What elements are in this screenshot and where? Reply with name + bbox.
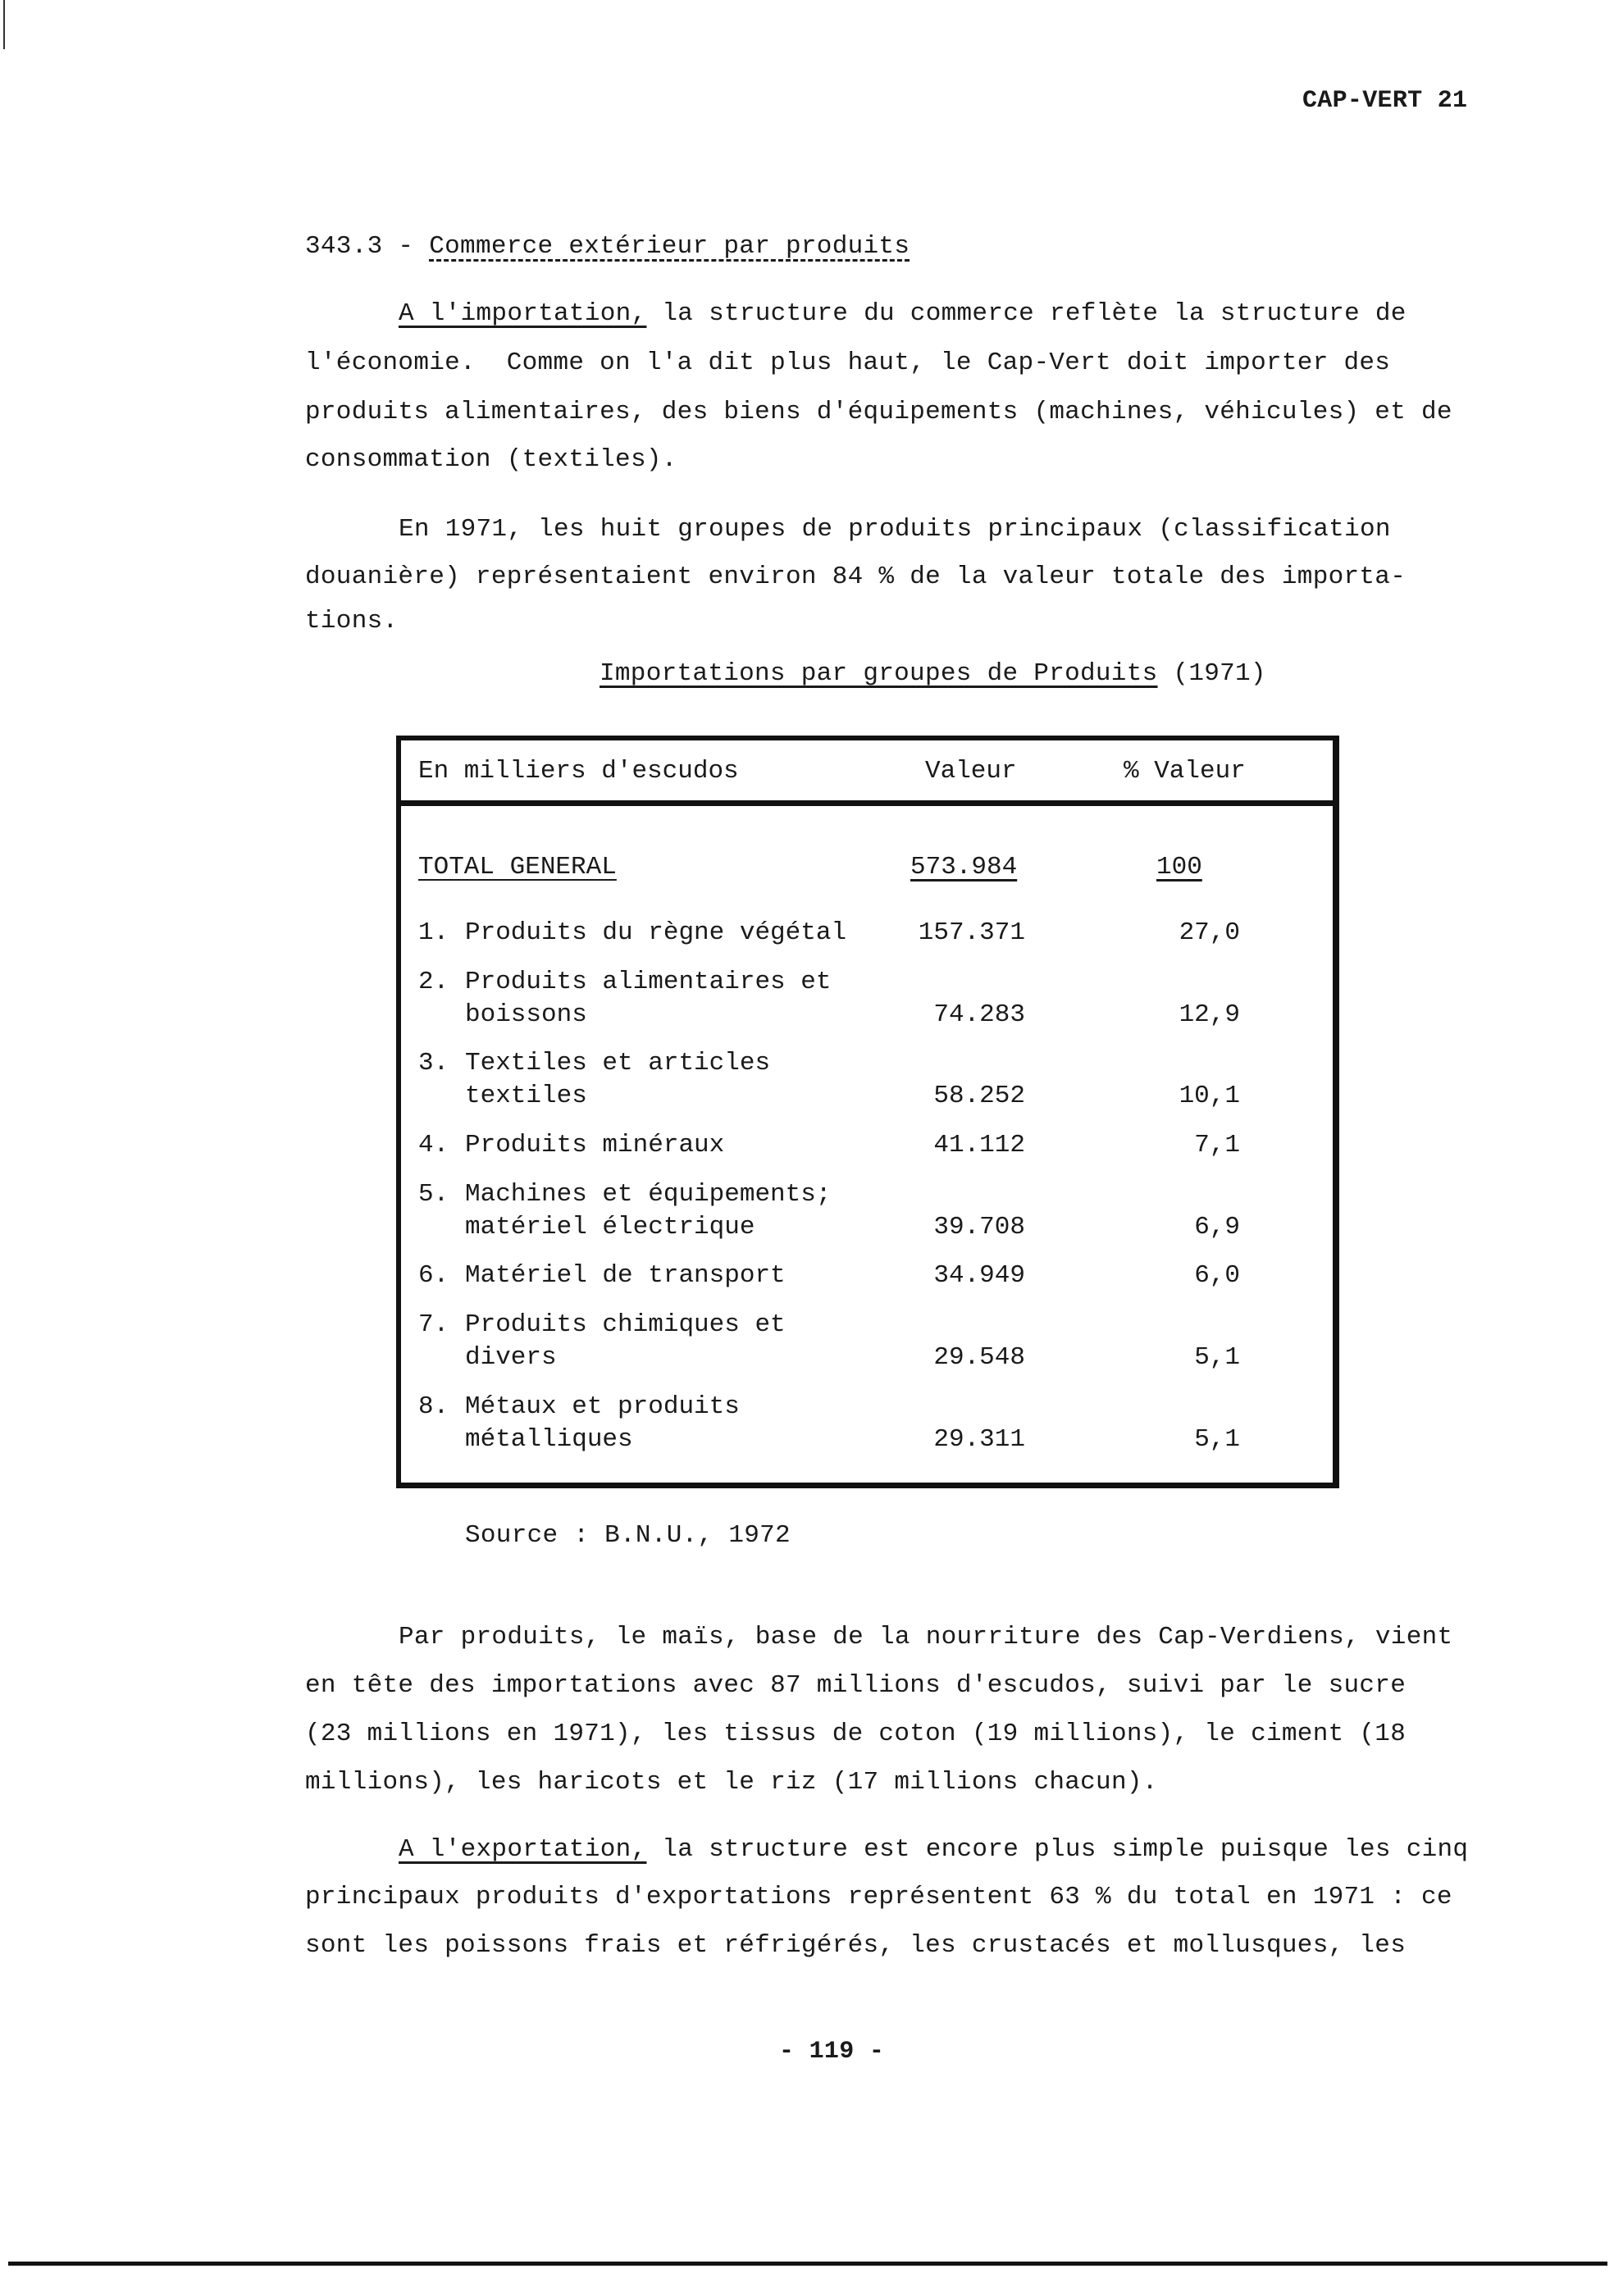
table-row-8-label-2: métalliques xyxy=(465,1425,633,1454)
imports-table xyxy=(396,736,1339,1488)
table-row-2-num: 2. xyxy=(418,968,449,996)
paragraph-2-line-2: douanière) représentaient environ 84 % de la valeur totale des importa- xyxy=(305,563,1407,591)
total-value: 573.984 xyxy=(910,853,1018,882)
table-row-8-label-1: Métaux et produits xyxy=(465,1392,740,1421)
paragraph-3-line-4: millions), les haricots et le riz (17 millions chacun). xyxy=(305,1768,1158,1797)
paragraph-4-line-3: sont les poissons frais et réfrigérés, les crustacés et mollusques, les xyxy=(305,1931,1407,1960)
table-row-4-label: Produits minéraux xyxy=(465,1131,725,1159)
importation-lead: A l'importation, xyxy=(399,299,647,328)
paragraph-1-line-1: A l'importation, la structure du commerce reflète la structure de xyxy=(399,299,1407,328)
table-title: Importations par groupes de Produits (1971) xyxy=(600,659,1266,688)
table-row-1-num: 1. xyxy=(418,918,449,947)
running-header: CAP-VERT 21 xyxy=(1302,87,1468,115)
paragraph-4-line-2: principaux produits d'exportations représentent 63 % du total en 1971 : ce xyxy=(305,1883,1452,1911)
total-label: TOTAL GENERAL xyxy=(418,853,617,882)
page-number: - 119 - xyxy=(779,2038,885,2066)
paragraph-1-line-2: l'économie. Comme on l'a dit plus haut, le Cap-Vert doit importer des xyxy=(305,348,1391,377)
table-row-6-value: 34.949 xyxy=(933,1261,1025,1290)
table-row-7-pct: 5,1 xyxy=(1194,1343,1240,1372)
table-row-3-label-1: Textiles et articles xyxy=(465,1049,771,1077)
section-heading xyxy=(305,234,910,259)
section-number: 343.3 - xyxy=(305,232,414,261)
table-header-divider xyxy=(396,800,1339,806)
col-header-pct: % Valeur xyxy=(1124,757,1246,786)
table-row-7-label-1: Produits chimiques et xyxy=(465,1310,786,1339)
table-row-5-pct: 6,9 xyxy=(1194,1213,1240,1241)
paragraph-1-line-4: consommation (textiles). xyxy=(305,445,677,474)
paragraph-4-line-1: A l'exportation, la structure est encore plus simple puisque les cinq xyxy=(399,1835,1469,1864)
paragraph-3-line-3: (23 millions en 1971), les tissus de coton (19 millions), le ciment (18 xyxy=(305,1720,1407,1748)
paragraph-1-line-3: produits alimentaires, des biens d'équipements (machines, véhicules) et de xyxy=(305,398,1452,426)
table-row-2-label-2: boissons xyxy=(465,1000,587,1029)
table-row-1-label: Produits du règne végétal xyxy=(465,918,847,947)
col-header-label: En milliers d'escudos xyxy=(418,757,739,786)
table-row-5-label-1: Machines et équipements; xyxy=(465,1180,832,1209)
table-row-8-num: 8. xyxy=(418,1392,449,1421)
table-row-6-pct: 6,0 xyxy=(1194,1261,1240,1290)
table-row-4-value: 41.112 xyxy=(933,1131,1025,1159)
table-row-4-pct: 7,1 xyxy=(1194,1131,1240,1159)
paragraph-2-line-1: En 1971, les huit groupes de produits principaux (classification xyxy=(399,515,1391,544)
table-row-1-value: 157.371 xyxy=(918,918,1025,947)
exportation-lead: A l'exportation, xyxy=(399,1835,647,1864)
paragraph-3-line-2: en tête des importations avec 87 millions d'escudos, suivi par le sucre xyxy=(305,1671,1407,1700)
table-row-7-num: 7. xyxy=(418,1310,449,1339)
table-row-2-pct: 12,9 xyxy=(1179,1000,1240,1029)
paragraph-2-line-3: tions. xyxy=(305,607,399,636)
table-row-3-label-2: textiles xyxy=(465,1082,587,1110)
col-header-value: Valeur xyxy=(925,757,1017,786)
table-row-6-label: Matériel de transport xyxy=(465,1261,786,1290)
scan-bottom-rule xyxy=(8,2262,1607,2266)
table-row-8-value: 29.311 xyxy=(933,1425,1025,1454)
scan-edge-mark xyxy=(3,0,5,49)
table-row-3-pct: 10,1 xyxy=(1179,1082,1240,1110)
total-pct: 100 xyxy=(1156,853,1202,882)
table-row-5-value: 39.708 xyxy=(933,1213,1025,1241)
table-row-7-value: 29.548 xyxy=(933,1343,1025,1372)
section-title: Commerce extérieur par produits xyxy=(429,232,910,261)
table-row-2-label-1: Produits alimentaires et xyxy=(465,968,832,996)
table-row-3-value: 58.252 xyxy=(933,1082,1025,1110)
paragraph-3-line-1: Par produits, le maïs, base de la nourriture des Cap-Verdiens, vient xyxy=(399,1623,1453,1651)
table-row-5-label-2: matériel électrique xyxy=(465,1213,755,1241)
table-row-2-value: 74.283 xyxy=(933,1000,1025,1029)
table-row-3-num: 3. xyxy=(418,1049,449,1077)
table-row-8-pct: 5,1 xyxy=(1194,1425,1240,1454)
table-row-1-pct: 27,0 xyxy=(1179,918,1240,947)
table-row-6-num: 6. xyxy=(418,1261,449,1290)
table-row-7-label-2: divers xyxy=(465,1343,557,1372)
table-row-4-num: 4. xyxy=(418,1131,449,1159)
table-row-5-num: 5. xyxy=(418,1180,449,1209)
table-source: Source : B.N.U., 1972 xyxy=(465,1521,791,1550)
